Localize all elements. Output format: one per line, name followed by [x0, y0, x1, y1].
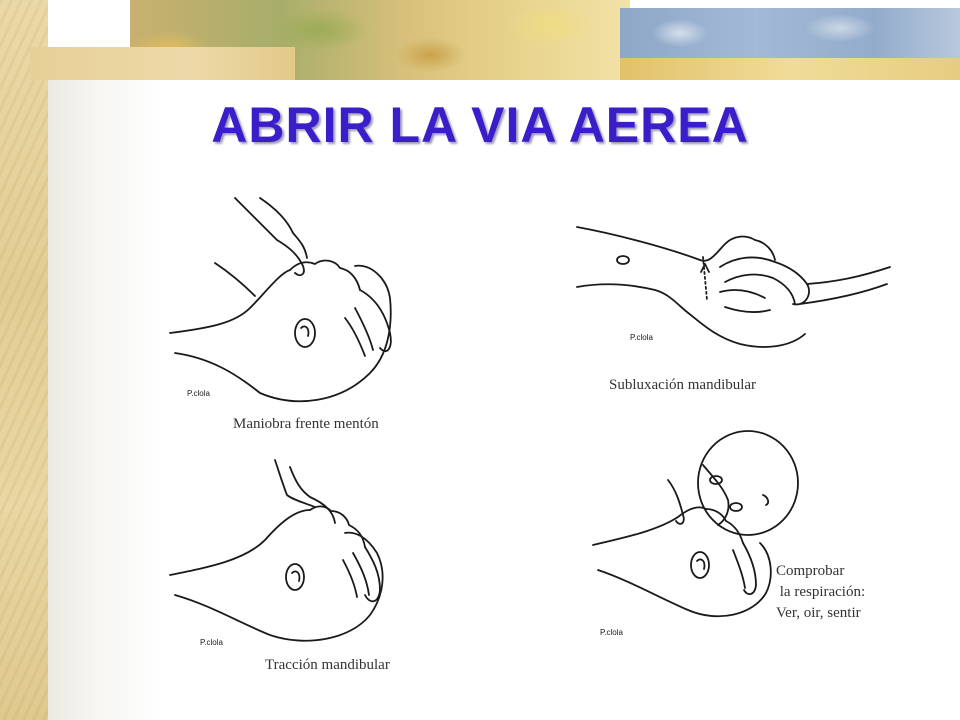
illustrator-signature-4: P.clola: [600, 628, 623, 637]
tan-banner-bar: [30, 47, 295, 80]
caption-traccion: Tracción mandibular: [265, 657, 390, 673]
yellow-banner-bar: [620, 58, 960, 80]
illustrator-signature-2: P.clola: [630, 333, 653, 342]
caption-subluxacion: Subluxación mandibular: [609, 377, 757, 393]
illustrator-signature: P.clola: [187, 389, 210, 398]
illustration-subluxacion: [575, 212, 895, 362]
illustration-frente-menton: [165, 178, 415, 413]
strip-shadow: [48, 80, 160, 720]
blue-banner: [620, 8, 960, 58]
caption-comprobar: Comprobar la respiración: Ver, oir, sentir: [776, 563, 866, 621]
page-title: ABRIR LA VIA AEREA: [211, 97, 749, 153]
caption-frente-menton: Maniobra frente mentón: [233, 416, 379, 432]
illustrator-signature-3: P.clola: [200, 638, 223, 647]
illustration-traccion: [165, 455, 415, 655]
illustration-comprobar: [588, 425, 803, 650]
